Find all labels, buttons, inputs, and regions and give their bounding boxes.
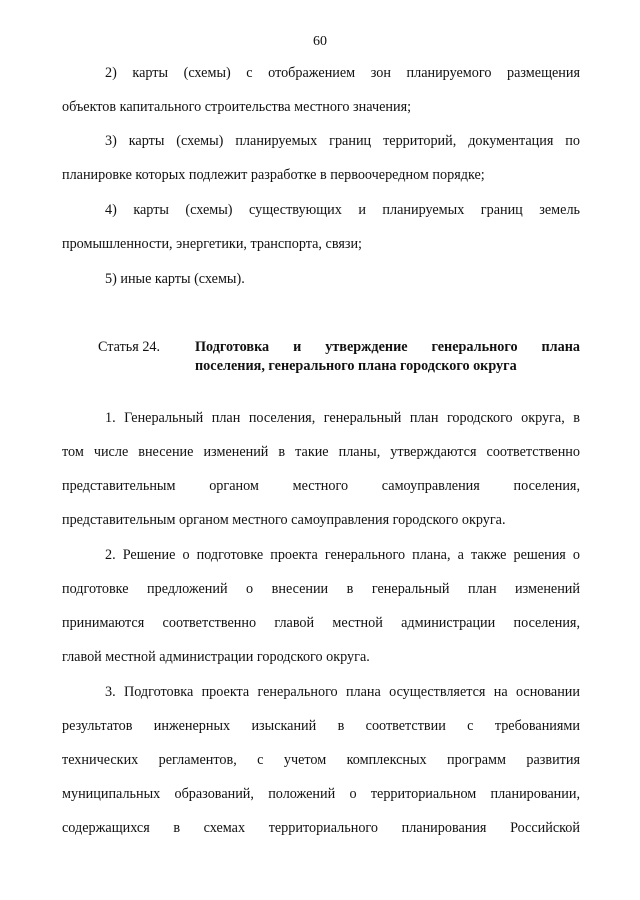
text-line: результатов инженерных изысканий в соответствии с требованиями [62, 718, 580, 734]
paragraph [62, 675, 580, 845]
list-item [62, 193, 580, 261]
text-line: 1. Генеральный план поселения, генеральный план городского округа, в [105, 410, 580, 426]
article-title-line: поселения, генерального плана городского округа [195, 358, 517, 374]
text-line: промышленности, энергетики, транспорта, связи; [62, 236, 362, 252]
page-number: 60 [313, 34, 327, 49]
text-line: том числе внесение изменений в такие планы, утверждаются соответственно [62, 444, 580, 460]
list-item [62, 124, 580, 192]
text-line: содержащихся в схемах территориального планирования Российской [62, 820, 580, 836]
article-title [195, 338, 580, 376]
text-line: принимаются соответственно главой местной администрации поселения, [62, 615, 580, 631]
list-item [62, 56, 580, 124]
text-line: главой местной администрации городского округа. [62, 649, 370, 665]
text-line: представительным органом местного самоуправления городского округа. [62, 512, 506, 528]
text-line: 2. Решение о подготовке проекта генерального плана, а также решения о [105, 547, 580, 563]
article-label: Статья 24. [98, 339, 161, 355]
text-line: муниципальных образований, положений о территориальном планировании, [62, 786, 580, 802]
text-line: представительным органом местного самоуправления поселения, [62, 478, 580, 494]
text-line: 4) карты (схемы) существующих и планируемых границ земель [105, 202, 580, 218]
text-line: подготовке предложений о внесении в генеральный план изменений [62, 581, 580, 597]
text-line: объектов капитального строительства местного значения; [62, 99, 412, 115]
article-title-line: Подготовка и утверждение генерального плана [195, 339, 580, 355]
list-item [62, 262, 580, 296]
text-line: 3) карты (схемы) планируемых границ территорий, документация по [105, 133, 580, 149]
paragraph [62, 538, 580, 674]
paragraph [62, 401, 580, 537]
text-line: 3. Подготовка проекта генерального плана осуществляется на основании [105, 684, 580, 700]
text-line: 5) иные карты (схемы). [105, 271, 245, 287]
text-line: технических регламентов, с учетом комплексных программ развития [62, 752, 580, 768]
text-line: планировке которых подлежит разработке в первоочередном порядке; [62, 167, 485, 183]
text-line: 2) карты (схемы) с отображением зон планируемого размещения [105, 65, 580, 81]
